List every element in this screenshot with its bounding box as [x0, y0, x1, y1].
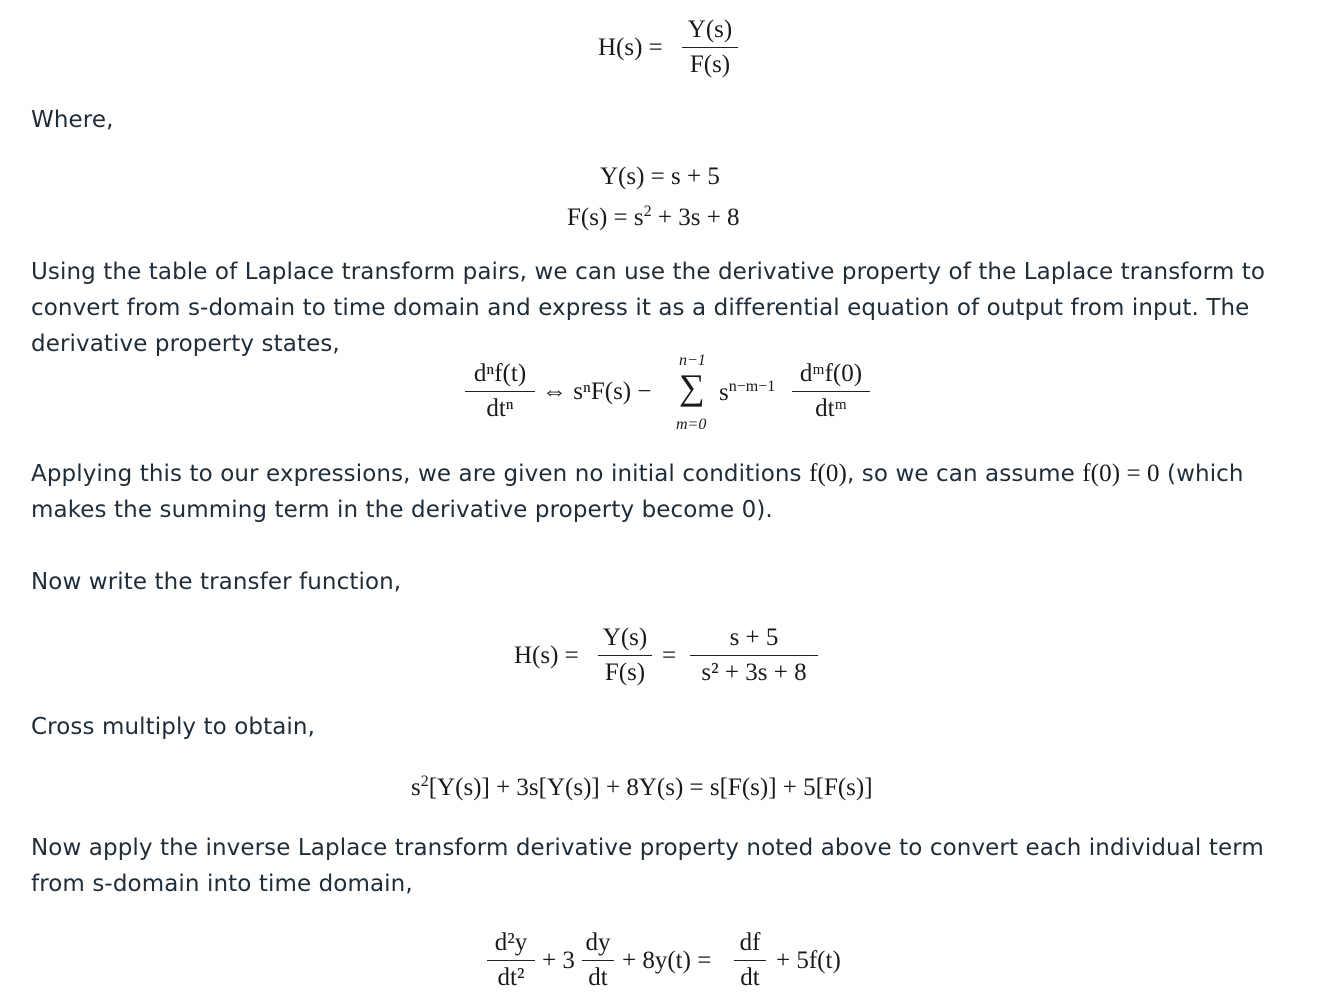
eq6-plus-three: + 3: [542, 947, 575, 974]
eq4-numerator-1: Y(s): [602, 624, 648, 651]
eq6-denominator-1: dt²: [497, 964, 525, 991]
eq4-equals: =: [662, 642, 677, 669]
eq4-fraction-1: [598, 624, 652, 687]
paragraph-initial-conditions: Applying this to our expressions, we are given no initial conditions f(0), so we can assume f(0) = 0 (which makes the summing term in the derivative property become 0).: [31, 460, 1244, 523]
eq1-fraction: [682, 16, 738, 79]
eq1-numerator: Y(s): [687, 16, 733, 43]
eq6-numerator-2: dy: [585, 929, 611, 956]
eq1-denominator: F(s): [689, 51, 731, 78]
eq4-fraction-2: [690, 624, 818, 687]
eq3-sigma-lower: m=0: [676, 416, 707, 433]
paragraph-laplace-table: Using the table of Laplace transform pairs, we can use the derivative property of the Laplace transform to convert from s-domain to time domain and express it as a differential equation of output from input. The derivative property states,: [31, 259, 1266, 357]
eq3-left-denominator: dtⁿ: [486, 395, 514, 422]
eq6-numerator-3: df: [739, 929, 761, 956]
eq2-line1: Y(s) = s + 5: [600, 163, 720, 190]
eq6-fraction-2: [582, 929, 614, 992]
eq6-middle: + 8y(t) =: [622, 947, 712, 974]
eq4-denominator-2: s² + 3s + 8: [701, 659, 807, 686]
eq6-fraction-1: [487, 929, 535, 992]
eq3-right-denominator: dtᵐ: [815, 395, 847, 422]
paragraph-where: Where,: [31, 107, 114, 133]
equation-cross-multiplied: $s^2[Y(s)] + 3s[Y(s)] + 8Y(s) = s[F(s)] + 5[F(s)]$: [411, 773, 873, 801]
eq3-right-numerator: dᵐf(0): [799, 360, 863, 387]
eq6-tail: + 5f(t): [776, 947, 841, 974]
eq6-denominator-2: dt: [588, 964, 608, 991]
eq4-lhs: H(s) =: [514, 642, 579, 669]
eq6-denominator-3: dt: [740, 964, 760, 991]
paragraph-inverse-laplace: Now apply the inverse Laplace transform derivative property noted above to convert each individual term from s-domain into time domain,: [31, 835, 1264, 897]
eq3-fraction-left: [465, 360, 535, 423]
eq3-power: $s^{n-m-1}$: [719, 378, 776, 406]
eq6-numerator-1: d²y: [494, 929, 528, 956]
eq2-line2: $F(s) = s^2 + 3s + 8$: [567, 203, 740, 231]
eq6-fraction-3: [734, 929, 766, 992]
eq1-lhs: H(s) =: [598, 34, 663, 61]
eq3-sigma-symbol: ∑: [679, 367, 705, 407]
eq4-numerator-2: s + 5: [729, 624, 779, 651]
eq3-middle: ⇔ sⁿF(s) −: [542, 378, 652, 405]
paragraph-write-transfer-function: Now write the transfer function,: [31, 569, 402, 595]
eq3-fraction-right: [792, 360, 870, 423]
eq3-left-numerator: dⁿf(t): [473, 360, 527, 387]
paragraph-cross-multiply: Cross multiply to obtain,: [31, 714, 316, 740]
eq4-denominator-1: F(s): [604, 659, 646, 686]
eq3-sigma-upper: n−1: [679, 352, 706, 369]
